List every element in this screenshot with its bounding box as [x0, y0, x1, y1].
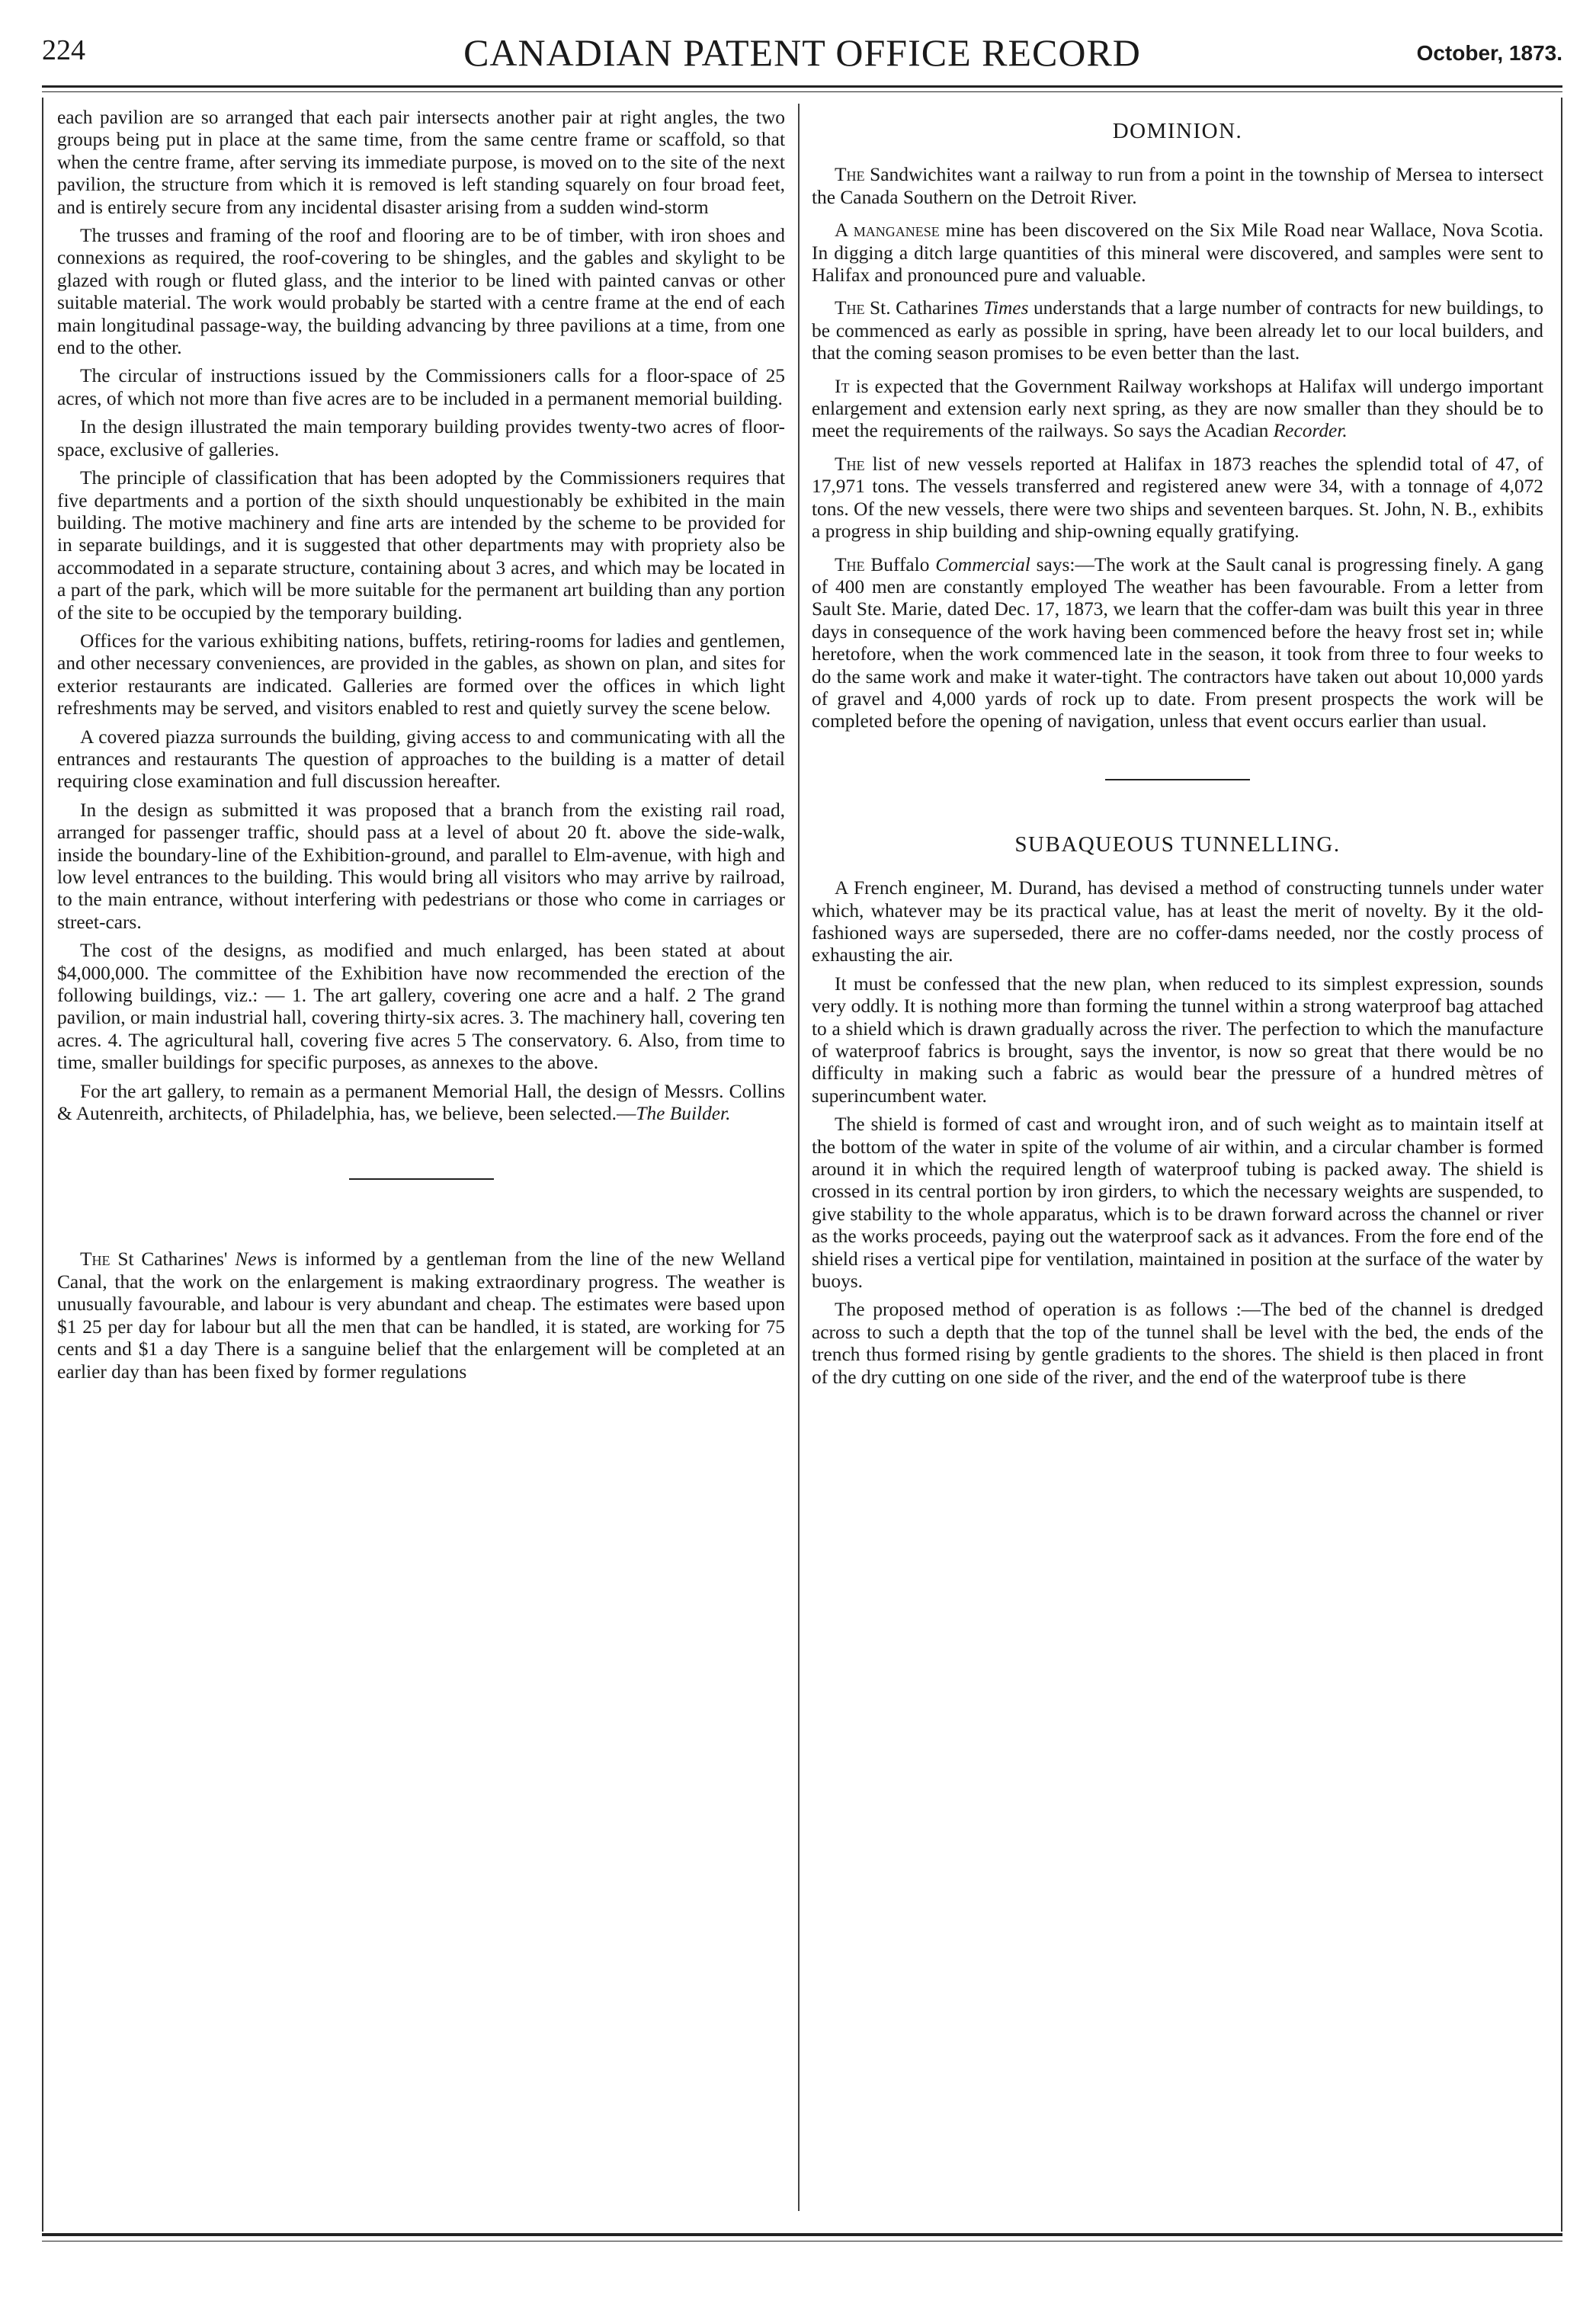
paragraph-text: St Catharines': [110, 1248, 236, 1271]
paragraph-text: says:—The work at the Sault canal is progressing finely. A gang of 400 men are constantly employed The weather has been favourable. From a letter from Sault Ste. Marie, dated Dec. 17, 1873, we learn that the coffer-dam was built this year in three days in consequence of the work having been commenced before the heavy frost set in; while heretofore, when the work commenced late in the season, it took from three to four weeks to do the same work and make it water-tight. The contractors have taken out about 10,000 yards of gravel and 4,000 yards of rock up to date. From present prospects the work will be completed before the opening of navigation, unless that event occurs earlier than usual.: [812, 553, 1544, 732]
news-item: [812, 297, 1543, 364]
paragraph-text: understands that a large number of contracts for new buildings, to be commenced as early as possible in spring, have been already let to our local builders, and that the coming season promises to be even better than the last.: [812, 297, 1543, 364]
paragraph-text: St. Catharines: [864, 297, 984, 319]
paragraph-text: Buffalo: [864, 553, 936, 575]
lead-word: The: [80, 1248, 111, 1271]
paragraph-text: is expected that the Government Railway workshops at Halifax will undergo important enlargement and extension early next spring, as they are now smaller than they should be to meet the requirements of the railways. So says the Acadian: [812, 375, 1543, 442]
paragraph: The circular of instructions issued by the Commissioners calls for a floor-space of 25 acres, of which not more than five acres are to be included in a permanent memorial building.: [57, 365, 785, 409]
paragraph: [57, 1081, 785, 1126]
news-item: [812, 164, 1543, 209]
header-rule-thin: [42, 91, 1562, 92]
lead-word: A manganese: [835, 220, 940, 242]
header-rule: [42, 85, 1562, 88]
lead-word: The: [835, 164, 865, 186]
column-divider: [798, 104, 800, 2211]
paragraph: The shield is formed of cast and wrought iron, and of such weight as to maintain itself at the bottom of the water in spite of the volume of air within, and a circular chamber is formed around it in which the required length of waterproof tubing is packed away. The shield is crossed in its central portion by iron girders, to which the necessary weights are suspended, to give stability to the whole apparatus, which is to be drawn forward across the channel or river as the works proceeds, paying out the waterproof sack as it advances. From the fore end of the shield rises a vertical pipe for ventilation, maintained in position at the surface of the water by buoys.: [812, 1114, 1543, 1293]
paragraph: The principle of classification that has been adopted by the Commissioners requires that five departments and a portion of the sixth should unquestionably be exhibited in the main building. The motive machinery and fine arts are intended by the scheme to be provided for in separate buildings, and it is suggested that other departments may with propriety also be accommodated in a separate structure, containing about 3 acres, and which may be located in a part of the park, which will be more suitable for the permanent art building than any portion of the site to be occupied by the temporary building.: [57, 467, 785, 623]
lead-word: The: [835, 453, 865, 475]
paragraph: A covered piazza surrounds the building, giving access to and communicating with all the entrances and restaurants The question of approaches to the building is a matter of detail requiring close examination and full discussion hereafter.: [57, 726, 785, 793]
paragraph: A French engineer, M. Durand, has devised a method of constructing tunnels under water which, whatever may be its practical value, has at least the merit of novelty. By it the old-fashioned ways are superseded, there are no coffer-dams needed, nor the costly process of exhausting the air.: [812, 877, 1543, 966]
paragraph: The proposed method of operation is as follows :—The bed of the channel is dredged across to such a depth that the top of the tunnel shall be level with the bed, the ends of the trench thus formed rising by gentle gradients to the shores. The shield is then placed in front of the dry cutting on one side of the river, and the end of the waterproof tube is there: [812, 1299, 1543, 1388]
paragraph: In the design illustrated the main temporary building provides twenty-two acres of floor-space, exclusive of galleries.: [57, 416, 785, 460]
left-column: [57, 107, 785, 1389]
page-number: 224: [42, 34, 85, 66]
lead-word: The: [835, 297, 865, 319]
lead-word: The: [835, 553, 865, 575]
right-column: [812, 107, 1543, 1395]
news-item: [812, 376, 1543, 443]
paragraph-text: Sandwichites want a railway to run from a point in the township of Mersea to intersect the Canada Southern on the Detroit River.: [812, 164, 1543, 208]
section-heading-tunnelling: SUBAQUEOUS TUNNELLING.: [1014, 832, 1341, 857]
newspaper-name: Times: [983, 297, 1029, 319]
paragraph-text: is informed by a gentleman from the line of the new Welland Canal, that the work on the enlargement is making extraordinary progress. The weather is unusually favourable, and labour is very abundant and cheap. The estimates were based upon $1 25 per day for labour but all the men that can be handled, it is stated, are working for 75 cents and $1 a day There is a sanguine belief that the enlargement will be completed at an earlier day than has been fixed by former regulations: [57, 1248, 786, 1383]
paragraph: The trusses and framing of the roof and flooring are to be of timber, with iron shoes and connexions as required, the roof-covering to be shingles, and the gables and skylight to be glazed with rough or fluted glass, and the interior to be lined with painted canvas or other suitable material. The work would probably be started with a centre frame at the end of each main longitudinal passage-way, the building advancing by three pavilions at a time, from one end to the other.: [57, 225, 785, 359]
paragraph: The cost of the designs, as modified and much enlarged, has been stated at about $4,000,000. The committee of the Exhibition have now recommended the erection of the following buildings, viz.: — 1. The art gallery, covering one acre and a half. 2 The grand pavilion, or main industrial hall, covering thirty-six acres. 3. The machinery hall, covering ten acres. 4. The agricultural hall, covering five acres 5 The conservatory. 6. Also, from time to time, smaller buildings for specific purposes, as annexes to the above.: [57, 940, 785, 1074]
lead-word: It: [835, 375, 850, 397]
page-header: [42, 30, 1562, 76]
paragraph: Offices for the various exhibiting nations, buffets, retiring-rooms for ladies and gentlemen, and other necessary conveniences, are provided in the gables, as shown on plan, and sites for exterior restaurants are indicated. Galleries are formed over the offices in which light refreshments may be served, and visitors enabled to rest and quietly survey the scene below.: [57, 630, 785, 719]
newspaper-name: Recorder.: [1273, 420, 1348, 442]
source-citation: The Builder.: [636, 1103, 731, 1125]
paragraph-text: For the art gallery, to remain as a permanent Memorial Hall, the design of Messrs. Collins & Autenreith, architects, of Philadelphia, has, we believe, been selected.—: [57, 1080, 785, 1125]
paragraph-text: mine has been discovered on the Six Mile Road near Wallace, Nova Scotia. In digging a ditch large quantities of this mineral were discovered, and samples were sent to Halifax and pronounced pure and valuable.: [812, 220, 1543, 287]
paragraph: It must be confessed that the new plan, when reduced to its simplest expression, sounds very oddly. It is nothing more than forming the tunnel within a strong waterproof bag attached to a shield which is drawn gradually across the river. The perfection to which the manufacture of waterproof fabrics is brought, says the inventor, is now so great that there would be no difficulty in making such a fabric as would bear the pressure of a hundred mètres of superincumbent water.: [812, 973, 1543, 1107]
paragraph: each pavilion are so arranged that each pair intersects another pair at right angles, the two groups being put in place at the same time, from the same centre frame or scaffold, so that when the centre frame, after serving its immediate purpose, is moved on to the site of the next pavilion, the structure from which it is removed is left standing squarely on four broad feet, and is entirely secure from any incidental disaster arising from a sudden wind-storm: [57, 107, 785, 218]
newspaper-name: News: [235, 1248, 277, 1271]
paragraph: [57, 1248, 785, 1383]
news-item: [812, 453, 1543, 543]
paragraph: In the design as submitted it was proposed that a branch from the existing rail road, arranged for passenger traffic, should pass at a level of about 20 ft. above the side-walk, inside the boundary-line of the Exhibition-ground, and parallel to Elm-avenue, with high and low level entrances to the building. This would bring all visitors who may arrive by railroad, to the main entrance, without interfering with pedestrians or those who come in carriages or street-cars.: [57, 799, 785, 933]
section-separator: [349, 1178, 494, 1180]
section-separator: [1105, 779, 1250, 780]
news-item: [812, 554, 1543, 733]
issue-date: October, 1873.: [1416, 41, 1562, 65]
section-heading-dominion: DOMINION.: [1112, 119, 1243, 143]
footer-rule: [42, 2233, 1562, 2236]
news-item: [812, 220, 1543, 287]
newspaper-name: Commercial: [935, 553, 1030, 575]
paragraph-text: list of new vessels reported at Halifax in 1873 reaches the splendid total of 47, of 17,971 tons. The vessels transferred and registered anew were 34, with a tonnage of 4,072 tons. Of the new vessels, there were two ships and seventeen barques. St. John, N. B., exhibits a progress in ship building and ship-owning equally gratifying.: [812, 453, 1543, 543]
journal-title: CANADIAN PATENT OFFICE RECORD: [463, 31, 1141, 74]
